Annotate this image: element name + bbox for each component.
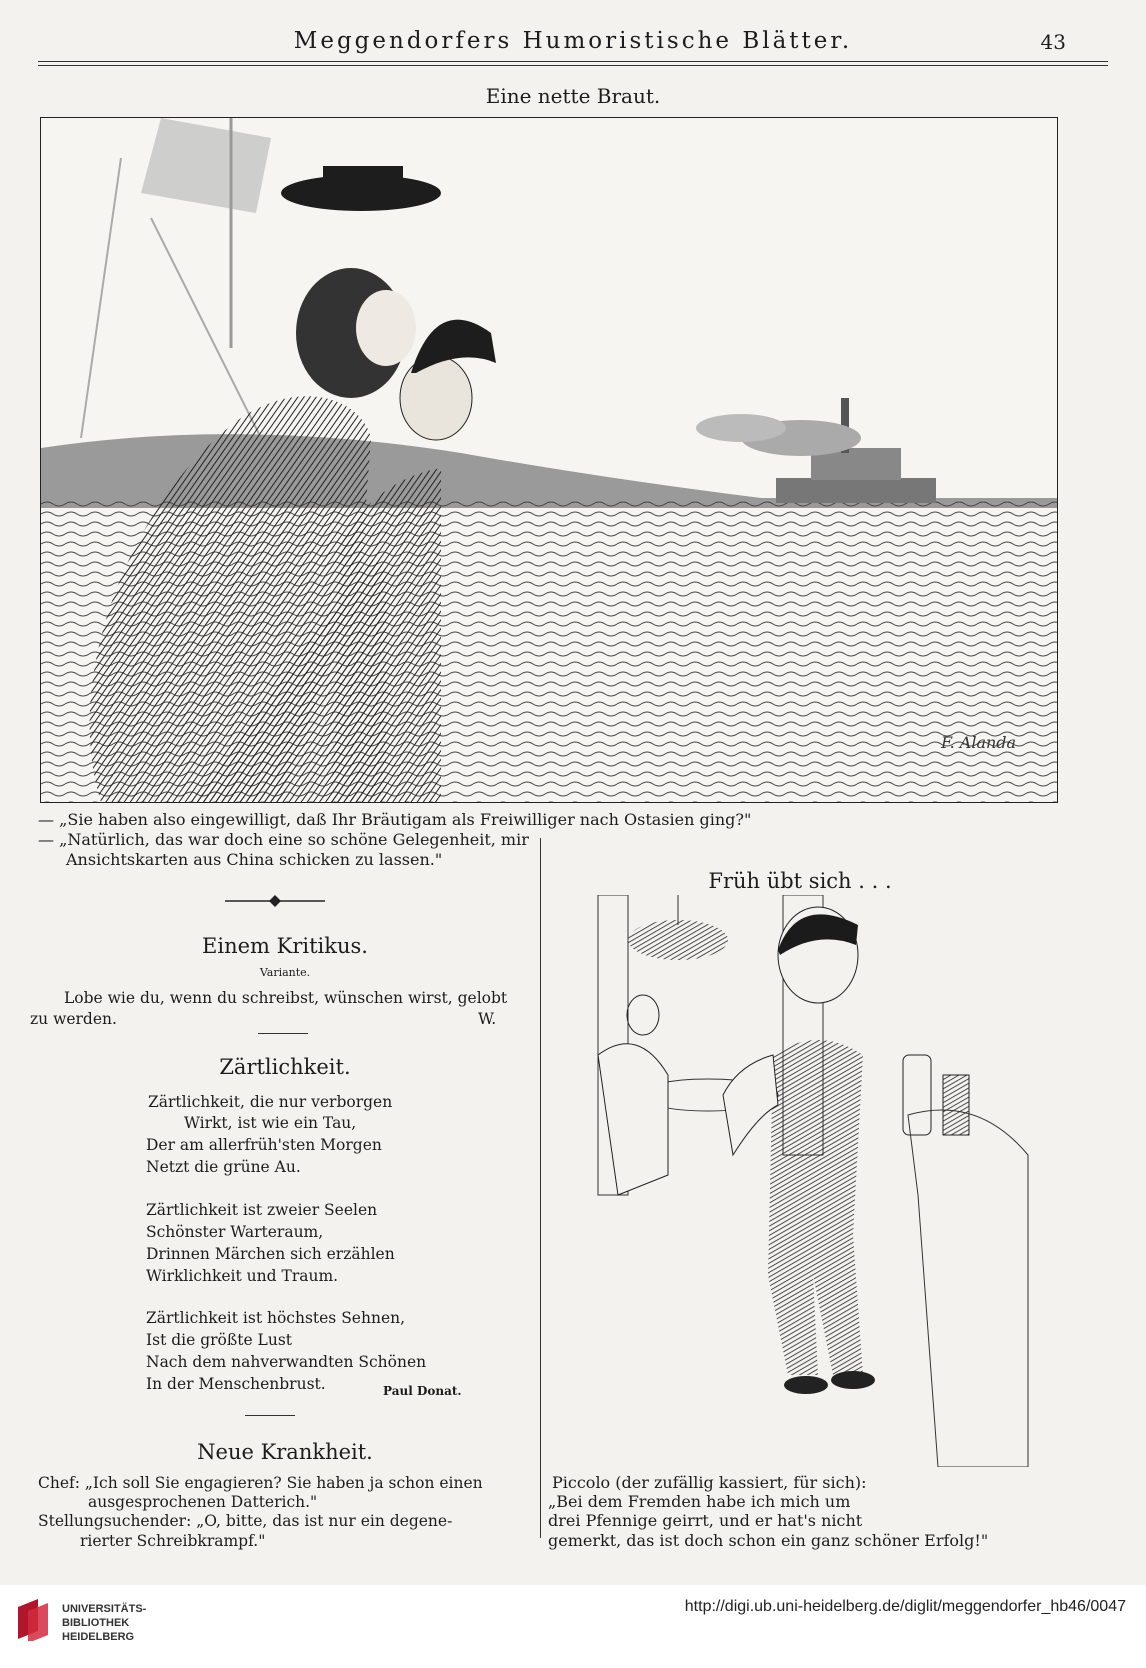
kritikus-title: Einem Kritikus. (202, 934, 368, 958)
krankheit-line-1: Chef: „Ich soll Sie engagieren? Sie haben ja schon einen (38, 1474, 483, 1492)
stanza-1-line-3: Der am allerfrüh'sten Morgen (146, 1136, 382, 1154)
kritikus-signature: W. (478, 1010, 497, 1028)
krankheit-line-2: ausgesprochenen Datterich." (88, 1493, 318, 1511)
column-divider (540, 838, 541, 1538)
library-name-line-3: HEIDELBERG (62, 1631, 135, 1643)
cartoon2-title: Früh übt sich . . . (708, 869, 892, 893)
stanza-2-line-4: Wirklichkeit und Traum. (146, 1267, 339, 1285)
source-url-link[interactable]: http://digi.ub.uni-heidelberg.de/diglit/meggendorfer_hb46/0047 (684, 1598, 1126, 1615)
library-name-line-1: UNIVERSITÄTS- (62, 1603, 147, 1615)
library-logo-icon (14, 1597, 52, 1641)
kritikus-line-2: zu werden. (30, 1010, 117, 1028)
krankheit-line-3: Stellungsuchender: „O, bitte, das ist nur ein degene- (38, 1512, 453, 1530)
cartoon1-illustration (40, 117, 1058, 803)
cartoon1-caption-line-1: — „Sie haben also eingewilligt, daß Ihr Bräutigam als Freiwilliger nach Ostasien ging?" (38, 810, 752, 829)
cartoon2-caption-line-3: drei Pfennige geirrt, und er hat's nicht (548, 1511, 863, 1530)
stanza-1-line-4: Netzt die grüne Au. (146, 1158, 301, 1176)
stanza-1-line-1: Zärtlichkeit, die nur verborgen (148, 1093, 393, 1111)
stanza-2-line-1: Zärtlichkeit ist zweier Seelen (146, 1201, 378, 1219)
cartoon2-caption-line-1: Piccolo (der zufällig kassiert, für sich): (552, 1473, 867, 1492)
stanza-1-line-2: Wirkt, ist wie ein Tau, (184, 1114, 357, 1132)
stanza-3-line-4: In der Menschenbrust. (146, 1375, 326, 1393)
library-name-line-2: BIBLIOTHEK (62, 1617, 130, 1629)
zaertlichkeit-title: Zärtlichkeit. (219, 1055, 351, 1079)
krankheit-title: Neue Krankheit. (197, 1440, 373, 1464)
cartoon2-caption-line-4: gemerkt, das ist doch schon ein ganz schöner Erfolg!" (548, 1531, 989, 1550)
header-rule-bottom (38, 65, 1108, 66)
cartoon2-caption-line-2: „Bei dem Fremden habe ich mich um (548, 1492, 851, 1511)
cartoon1-caption-line-3: Ansichtskarten aus China schicken zu lassen." (66, 850, 443, 869)
krankheit-line-4: rierter Schreibkrampf." (80, 1532, 266, 1550)
kritikus-subtitle: Variante. (259, 966, 311, 979)
kritikus-line-1: Lobe wie du, wenn du schreibst, wünschen wirst, gelobt (64, 989, 508, 1007)
stanza-2-line-3: Drinnen Märchen sich erzählen (146, 1245, 395, 1263)
library-name (62, 1602, 146, 1644)
stanza-3-line-2: Ist die größte Lust (146, 1331, 293, 1349)
ornament-divider (225, 894, 325, 908)
page-number: 43 (1040, 30, 1066, 54)
stanza-2-line-2: Schönster Warteraum, (146, 1223, 324, 1241)
header-rule-top (38, 61, 1108, 62)
cartoon2-illustration (558, 895, 1040, 1467)
cartoon1-artist-signature: F. Alanda (941, 733, 1017, 752)
section-rule-1 (258, 1033, 308, 1034)
cartoon1-caption-line-2: — „Natürlich, das war doch eine so schöne Gelegenheit, mir (38, 830, 529, 849)
page-header-title: Meggendorfers Humoristische Blätter. (293, 28, 853, 54)
stanza-3-line-1: Zärtlichkeit ist höchstes Sehnen, (146, 1309, 406, 1327)
cartoon1-title: Eine nette Braut. (485, 84, 661, 108)
zaertlichkeit-author: Paul Donat. (383, 1384, 462, 1398)
section-rule-2 (245, 1415, 295, 1416)
stanza-3-line-3: Nach dem nahverwandten Schönen (146, 1353, 427, 1371)
